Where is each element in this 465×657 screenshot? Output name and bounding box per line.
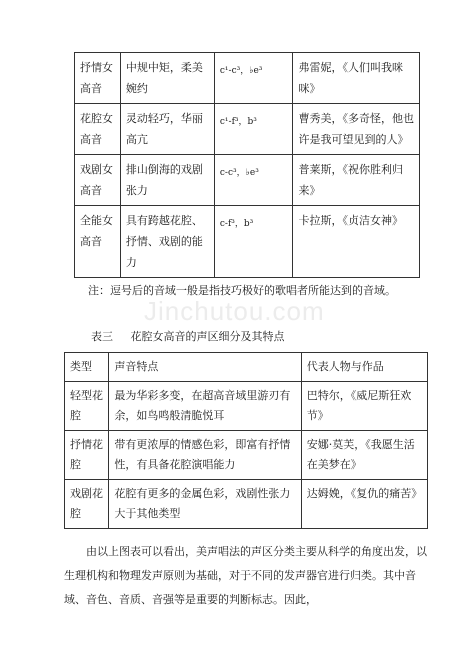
body-paragraph: 由以上图表可以看出，美声唱法的声区分类主要从科学的角度出发，以生理机构和物理发声原则为基础，对于不同的发声器官进行归类。其中音域、音色、音质、音强等是重要的判断标志。因此， [64, 545, 427, 606]
type-cell: 轻型花腔 [65, 382, 109, 431]
type-cell: 抒情女高音 [75, 53, 121, 104]
feature-cell: 灵动轻巧，华丽高亢 [120, 104, 214, 155]
representative-cell: 达姆娩，《复仇的痛苦》 [301, 480, 427, 529]
table-row [65, 431, 428, 480]
feature-cell: 具有跨越花腔、抒情、戏剧的能力 [120, 206, 214, 278]
soprano-types-table [74, 52, 420, 278]
range-cell: c¹-f³，b³ [214, 104, 293, 155]
range-cell: c¹-c³，♭e³ [214, 53, 293, 104]
header-type: 类型 [65, 353, 109, 382]
caption-label: 表三 [91, 330, 113, 343]
type-cell: 戏剧女高音 [75, 155, 121, 206]
range-cell: c-c³，♭e³ [214, 155, 293, 206]
header-representative: 代表人物与作品 [301, 353, 427, 382]
table-note: 注：逗号后的音域一般是指技巧极好的歌唱者所能达到的音域。 [88, 284, 396, 297]
table-header-row [65, 353, 428, 382]
type-cell: 花腔女高音 [75, 104, 121, 155]
range-cell: c-f³，b³ [214, 206, 293, 278]
table-row [65, 382, 428, 431]
table-row [65, 480, 428, 529]
representative-cell: 弗雷妮，《人们叫我咪咪》 [293, 53, 420, 104]
caption-title: 花腔女高音的声区细分及其特点 [130, 330, 285, 343]
table-row [75, 53, 420, 104]
table-row [75, 155, 420, 206]
representative-cell: 巴特尔，《威尼斯狂欢节》 [301, 382, 427, 431]
coloratura-subtypes-table [64, 352, 428, 529]
feature-cell: 花腔有更多的金属色彩，戏剧性张力大于其他类型 [109, 480, 301, 529]
watermark: Jinchutou.com [144, 296, 325, 326]
representative-cell: 卡拉斯，《贞洁女神》 [293, 206, 420, 278]
feature-cell: 带有更浓厚的情感色彩，即富有抒情性，有具备花腔演唱能力 [109, 431, 301, 480]
type-cell: 戏剧花腔 [65, 480, 109, 529]
table-row [75, 206, 420, 278]
representative-cell: 曹秀美，《多奇怪，他也许是我可望见到的人》 [293, 104, 420, 155]
feature-cell: 中规中矩，柔美婉约 [120, 53, 214, 104]
feature-cell: 排山倒海的戏剧张力 [120, 155, 214, 206]
header-feature: 声音特点 [109, 353, 301, 382]
type-cell: 全能女高音 [75, 206, 121, 278]
table-row [75, 104, 420, 155]
representative-cell: 安娜·莫芙，《我愿生活在美梦在》 [301, 431, 427, 480]
table-caption [91, 328, 299, 344]
feature-cell: 最为华彩多变，在超高音域里游刃有余，如鸟鸣般清脆悦耳 [109, 382, 301, 431]
type-cell: 抒情花腔 [65, 431, 109, 480]
representative-cell: 普莱斯，《祝你胜利归来》 [293, 155, 420, 206]
